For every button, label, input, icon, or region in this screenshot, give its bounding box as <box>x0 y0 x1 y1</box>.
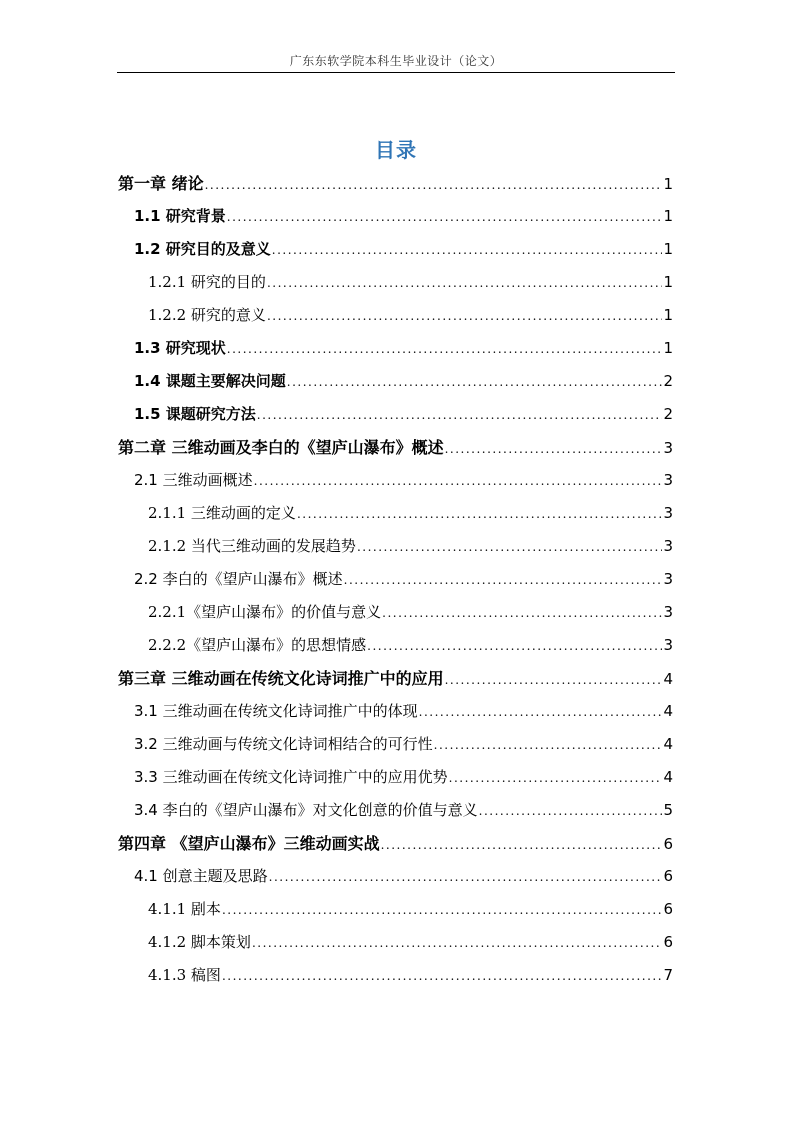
dot-leader <box>445 664 663 697</box>
toc-entry-text: 2.2.1《望庐山瀑布》的价值与意义 <box>148 603 382 621</box>
dot-leader <box>227 333 663 366</box>
toc-entry-2-2-2[interactable] <box>118 629 673 662</box>
dot-leader <box>479 795 663 828</box>
dot-leader <box>267 267 663 300</box>
toc-page-number: 1 <box>663 339 673 357</box>
toc-entry-text: 2.2 李白的《望庐山瀑布》概述 <box>134 570 343 588</box>
toc-entry-1-5[interactable] <box>118 398 673 431</box>
dot-leader <box>267 300 663 333</box>
toc-page-number: 3 <box>663 603 673 621</box>
toc-entry-4-1[interactable] <box>118 860 673 893</box>
toc-entry-text: 1.4 课题主要解决问题 <box>134 372 286 390</box>
dot-leader <box>222 894 663 927</box>
dot-leader <box>269 861 663 894</box>
toc-page-number: 2 <box>663 405 673 423</box>
toc-page-number: 3 <box>663 570 673 588</box>
toc-entry-3-4[interactable] <box>118 794 673 827</box>
dot-leader <box>434 729 663 762</box>
toc-entry-text: 1.2 研究目的及意义 <box>134 240 271 258</box>
toc-entry-text: 1.2.2 研究的意义 <box>148 306 266 324</box>
toc-entry-1-3[interactable] <box>118 332 673 365</box>
toc-entry-chapter-2[interactable] <box>118 431 673 464</box>
toc-entry-text: 2.2.2《望庐山瀑布》的思想情感 <box>148 636 367 654</box>
dot-leader <box>449 762 663 795</box>
toc-entry-chapter-1[interactable] <box>118 167 673 200</box>
toc-entry-1-2[interactable] <box>118 233 673 266</box>
dot-leader <box>205 169 663 202</box>
dot-leader <box>252 927 663 960</box>
toc-entry-text: 4.1.1 剧本 <box>148 900 221 918</box>
dot-leader <box>222 960 663 993</box>
toc-entry-text: 1.5 课题研究方法 <box>134 405 256 423</box>
toc-entry-text: 2.1.2 当代三维动画的发展趋势 <box>148 537 356 555</box>
toc-page-number: 6 <box>663 867 673 885</box>
toc-entry-1-2-1[interactable] <box>118 266 673 299</box>
toc-entry-1-2-2[interactable] <box>118 299 673 332</box>
toc-entry-text: 3.4 李白的《望庐山瀑布》对文化创意的价值与意义 <box>134 801 478 819</box>
dot-leader <box>367 630 662 663</box>
toc-page-number: 4 <box>663 702 673 720</box>
toc-entry-text: 第四章 《望庐山瀑布》三维动画实战 <box>118 834 380 853</box>
toc-page-number: 1 <box>663 306 673 324</box>
toc-entry-text: 1.2.1 研究的目的 <box>148 273 266 291</box>
toc-entry-text: 3.1 三维动画在传统文化诗词推广中的体现 <box>134 702 418 720</box>
toc-page-number: 3 <box>663 537 673 555</box>
header-divider <box>117 72 675 73</box>
toc-entry-text: 1.3 研究现状 <box>134 339 226 357</box>
toc-page-number: 4 <box>663 670 673 688</box>
table-of-contents <box>118 167 673 992</box>
toc-entry-text: 第三章 三维动画在传统文化诗词推广中的应用 <box>118 669 444 688</box>
toc-page-number: 3 <box>663 504 673 522</box>
toc-entry-2-1[interactable] <box>118 464 673 497</box>
toc-page-number: 4 <box>663 735 673 753</box>
toc-entry-text: 4.1 创意主题及思路 <box>134 867 268 885</box>
dot-leader <box>445 433 663 466</box>
toc-entry-3-2[interactable] <box>118 728 673 761</box>
dot-leader <box>344 564 663 597</box>
toc-entry-1-1[interactable] <box>118 200 673 233</box>
toc-page-number: 7 <box>663 966 673 984</box>
toc-entry-3-1[interactable] <box>118 695 673 728</box>
toc-entry-1-4[interactable] <box>118 365 673 398</box>
toc-page-number: 2 <box>663 372 673 390</box>
toc-title: 目录 <box>375 138 417 162</box>
dot-leader <box>297 498 663 531</box>
dot-leader <box>382 597 662 630</box>
dot-leader <box>287 366 663 399</box>
toc-page-number: 1 <box>663 240 673 258</box>
toc-entry-2-2[interactable] <box>118 563 673 596</box>
toc-entry-2-1-2[interactable] <box>118 530 673 563</box>
toc-entry-4-1-1[interactable] <box>118 893 673 926</box>
toc-entry-text: 2.1.1 三维动画的定义 <box>148 504 296 522</box>
toc-page-number: 5 <box>663 801 673 819</box>
toc-entry-4-1-3[interactable] <box>118 959 673 992</box>
toc-entry-2-2-1[interactable] <box>118 596 673 629</box>
toc-entry-text: 第二章 三维动画及李白的《望庐山瀑布》概述 <box>118 438 444 457</box>
dot-leader <box>381 829 663 862</box>
dot-leader <box>357 531 663 564</box>
toc-entry-text: 4.1.2 脚本策划 <box>148 933 251 951</box>
dot-leader <box>257 399 663 432</box>
toc-page-number: 6 <box>663 835 673 853</box>
toc-page-number: 1 <box>663 175 673 193</box>
toc-entry-4-1-2[interactable] <box>118 926 673 959</box>
toc-page-number: 1 <box>663 207 673 225</box>
toc-entry-text: 第一章 绪论 <box>118 174 204 193</box>
toc-page-number: 3 <box>663 439 673 457</box>
page-header: 广东东软学院本科生毕业设计（论文） <box>289 54 503 68</box>
toc-page-number: 6 <box>663 933 673 951</box>
dot-leader <box>272 234 663 267</box>
dot-leader <box>419 696 663 729</box>
toc-page-number: 1 <box>663 273 673 291</box>
toc-page-number: 3 <box>663 636 673 654</box>
toc-entry-chapter-4[interactable] <box>118 827 673 860</box>
dot-leader <box>227 201 663 234</box>
toc-page-number: 6 <box>663 900 673 918</box>
toc-entry-2-1-1[interactable] <box>118 497 673 530</box>
toc-entry-text: 3.2 三维动画与传统文化诗词相结合的可行性 <box>134 735 433 753</box>
toc-entry-text: 1.1 研究背景 <box>134 207 226 225</box>
toc-entry-text: 2.1 三维动画概述 <box>134 471 253 489</box>
toc-entry-text: 4.1.3 稿图 <box>148 966 221 984</box>
toc-entry-chapter-3[interactable] <box>118 662 673 695</box>
toc-entry-text: 3.3 三维动画在传统文化诗词推广中的应用优势 <box>134 768 448 786</box>
toc-page-number: 4 <box>663 768 673 786</box>
toc-page-number: 3 <box>663 471 673 489</box>
toc-entry-3-3[interactable] <box>118 761 673 794</box>
dot-leader <box>254 465 663 498</box>
